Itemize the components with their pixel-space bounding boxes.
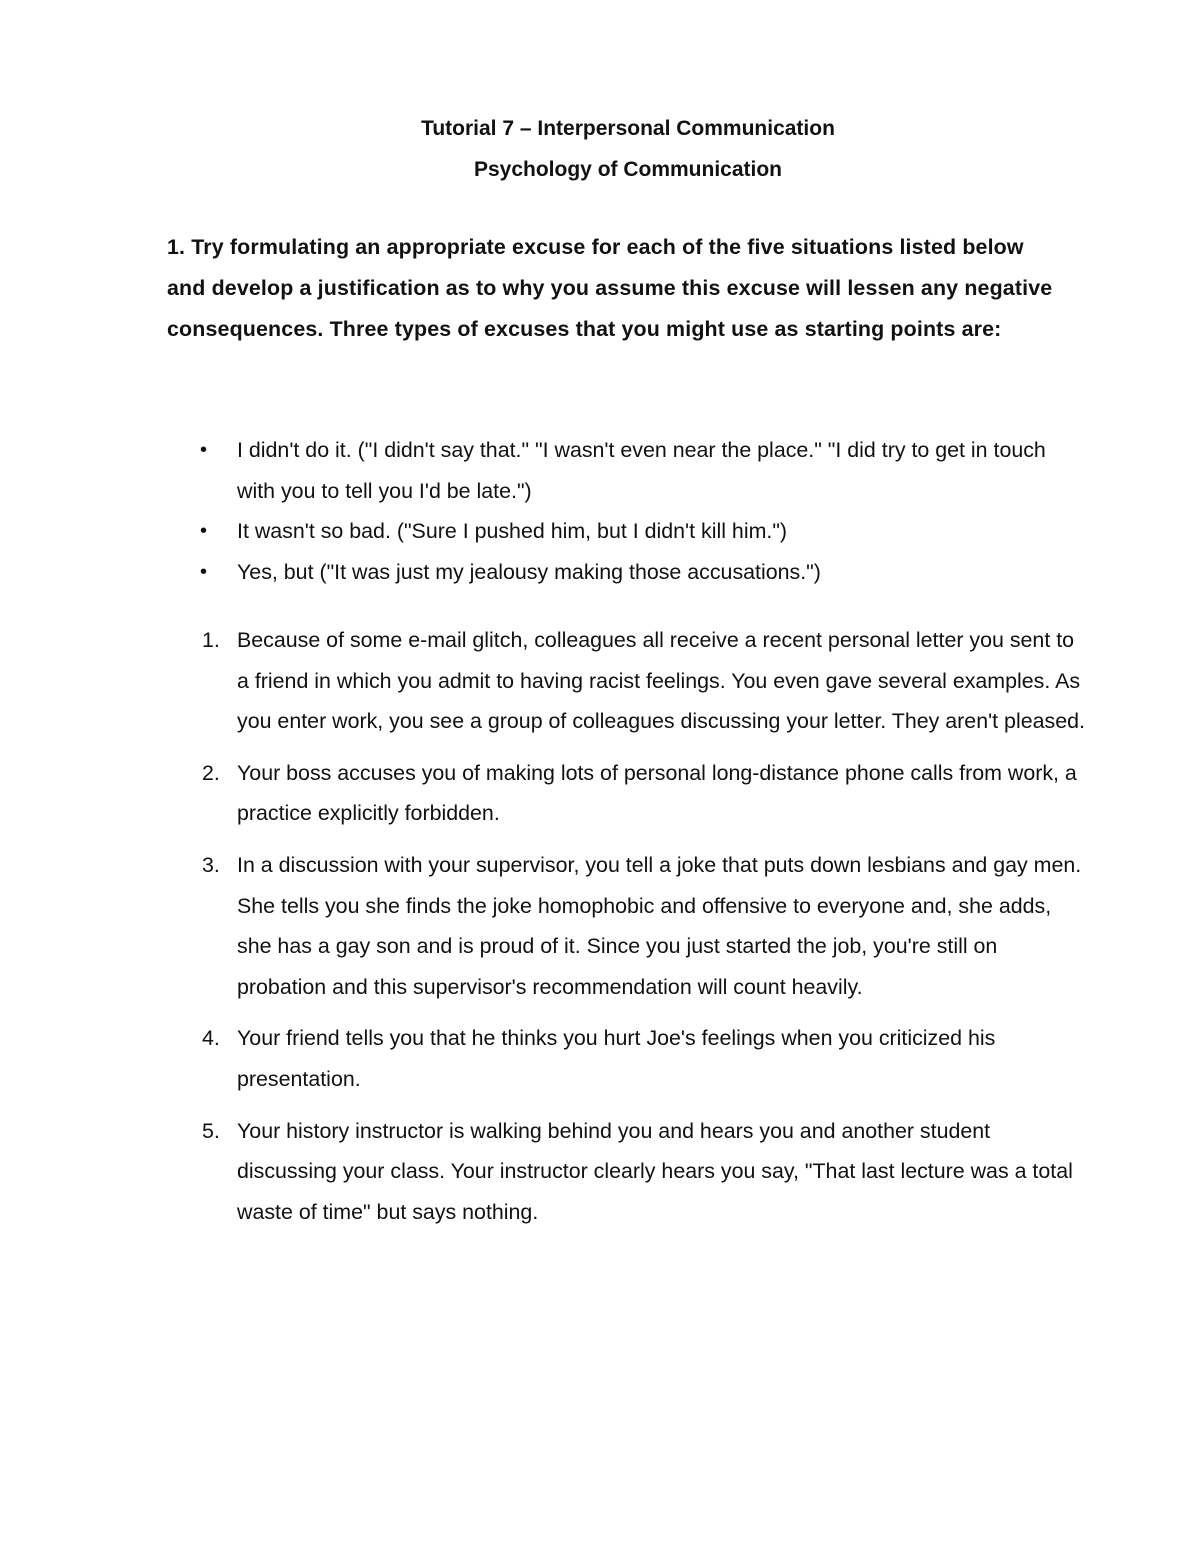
situations-list xyxy=(200,620,1085,1243)
bullet-icon: • xyxy=(200,560,208,583)
situation-text: Because of some e-mail glitch, colleagues all receive a recent personal letter you sent to a friend in which you admit to having racist feelings. You even gave several examples. As you enter work, you see a group of colleagues discussing your letter. They aren't pleased. xyxy=(237,628,1085,734)
situation-text: Your boss accuses you of making lots of personal long-distance phone calls from work, a practice explicitly forbidden. xyxy=(237,760,1077,826)
situation-number: 5. xyxy=(202,1118,220,1143)
list-item xyxy=(200,1111,1085,1233)
situation-number: 3. xyxy=(202,852,220,877)
bullet-icon: • xyxy=(200,520,208,543)
list-item xyxy=(200,552,1080,593)
title-block xyxy=(0,108,1200,190)
situation-text: Your friend tells you that he thinks you hurt Joe's feelings when you criticized his presentation. xyxy=(237,1026,996,1091)
question-prompt: 1. Try formulating an appropriate excuse for each of the five situations listed below and develop a justification as to why you assume this excuse will lessen any negative consequences. Three types of excuses that you might use as starting points are: xyxy=(167,235,1053,341)
page-subtitle: Psychology of Communication xyxy=(473,158,783,181)
list-item xyxy=(200,845,1085,1007)
situation-number: 4. xyxy=(202,1026,220,1051)
situation-text: In a discussion with your supervisor, you tell a joke that puts down lesbians and gay men. She tells you she finds the joke homophobic and offensive to everyone and, she adds, she has a gay son and is proud of it. Since you just started the job, you're still on probation and this supervisor's recommendation will count heavily. xyxy=(237,852,1082,999)
excuse-type-text: It wasn't so bad. ("Sure I pushed him, but I didn't kill him.") xyxy=(237,519,788,544)
list-item xyxy=(200,620,1085,742)
situation-number: 1. xyxy=(202,628,220,652)
list-item xyxy=(200,511,1080,552)
situation-text: Your history instructor is walking behind you and hears you and another student discussing your class. Your instructor clearly hears you say, "That last lecture was a total waste of time" but says nothing. xyxy=(237,1118,1073,1224)
list-item xyxy=(200,430,1080,511)
list-item xyxy=(200,1018,1085,1099)
excuse-type-text: Yes, but ("It was just my jealousy making those accusations.") xyxy=(237,559,821,584)
bullet-icon: • xyxy=(200,439,208,461)
list-item xyxy=(200,753,1085,834)
excuse-types-list xyxy=(200,430,1080,592)
excuse-type-text: I didn't do it. ("I didn't say that." "I wasn't even near the place." "I did try to get in touch with you to tell you I'd be late.") xyxy=(237,438,1046,503)
page-title: Tutorial 7 – Interpersonal Communication xyxy=(421,117,835,140)
situation-number: 2. xyxy=(202,760,220,785)
